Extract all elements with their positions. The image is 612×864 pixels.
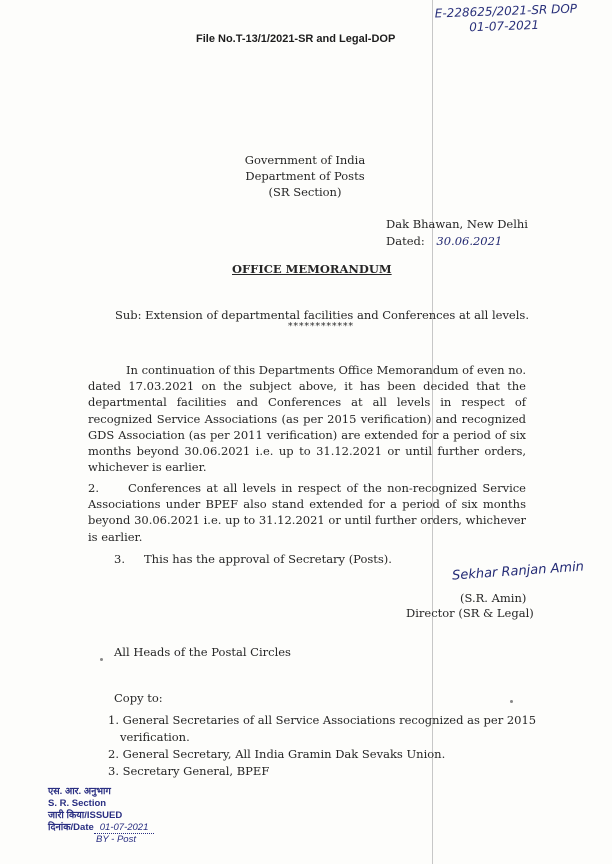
paragraph-2: [88, 480, 526, 545]
place: Dak Bhawan, New Delhi: [386, 217, 528, 231]
copy-to-item-continued: verification.: [120, 730, 190, 744]
stamp-section-hindi: एस. आर. अनुभाग: [48, 786, 111, 797]
stamp-section-english: S. R. Section: [48, 798, 107, 809]
paragraph-3-text: This has the approval of Secretary (Posts).: [144, 552, 392, 566]
copy-to-list: [108, 712, 548, 780]
paragraph-3: [114, 551, 534, 567]
scan-speck: [100, 658, 103, 661]
office-header: [200, 152, 410, 200]
date-value: 30.06.2021: [436, 234, 503, 248]
paragraph-2-text: Conferences at all levels in respect of the non-recognized Service Associations under BPEF also stand extended for a period of six months beyond 30.06.2021 i.e. up to 31.12.2021 or until further orders, whichever is earlier.: [88, 481, 526, 544]
date-label: Dated:: [386, 234, 425, 248]
subject-line: Sub: Extension of departmental facilities and Conferences at all levels.: [115, 308, 529, 322]
signatory-designation: Director (SR & Legal): [406, 606, 534, 620]
issue-stamp: [48, 786, 154, 846]
paragraph-1: In continuation of this Departments Office Memorandum of even no. dated 17.03.2021 on the subject above, it has been decided that the departmental facilities and Conferences at all levels in respect of recognized Service Associations (as per 2015 verification) and recognized GDS Association (as per 2011 verification) are extended for a period of six months beyond 30.06.2021 i.e. up to 31.12.2021 or until further orders, whichever is earlier.: [88, 363, 526, 475]
signatory-name: (S.R. Amin): [460, 591, 527, 605]
stamp-date-line: [48, 822, 154, 834]
stamp-issued: जारी किया/ISSUED: [48, 810, 123, 821]
receipt-number: E-228625/2021-SR DOP: [434, 1, 578, 21]
stamp-mode: BY - Post: [96, 834, 136, 845]
receipt-date: 01-07-2021: [469, 17, 540, 35]
date-line: [386, 233, 528, 250]
document-title: OFFICE MEMORANDUM: [232, 262, 392, 276]
addressee: All Heads of the Postal Circles: [114, 645, 291, 659]
copy-to-label: Copy to:: [114, 691, 163, 705]
copy-to-item: 2. General Secretary, All India Gramin Dak Sevaks Union.: [108, 747, 446, 761]
handwritten-signature: Sekhar Ranjan Amin: [451, 559, 585, 584]
paragraph-2-number: 2.: [88, 481, 99, 495]
header-line-2: Department of Posts: [245, 169, 365, 183]
stamp-date-label: दिनांक/Date: [48, 822, 94, 833]
stamp-date-value: 01-07-2021: [94, 822, 155, 834]
paragraph-3-number: 3.: [114, 552, 125, 566]
header-line-1: Government of India: [244, 153, 366, 167]
scan-speck: [510, 700, 513, 703]
header-line-3: (SR Section): [268, 185, 342, 199]
file-number: File No.T-13/1/2021-SR and Legal-DOP: [196, 33, 396, 45]
separator-stars: ************: [288, 322, 354, 332]
copy-to-item: 1. General Secretaries of all Service Associations recognized as per 2015: [108, 713, 537, 727]
receipt-stamp-top: [435, 2, 578, 37]
copy-to-item: 3. Secretary General, BPEF: [108, 764, 270, 778]
place-date-block: [386, 216, 528, 250]
